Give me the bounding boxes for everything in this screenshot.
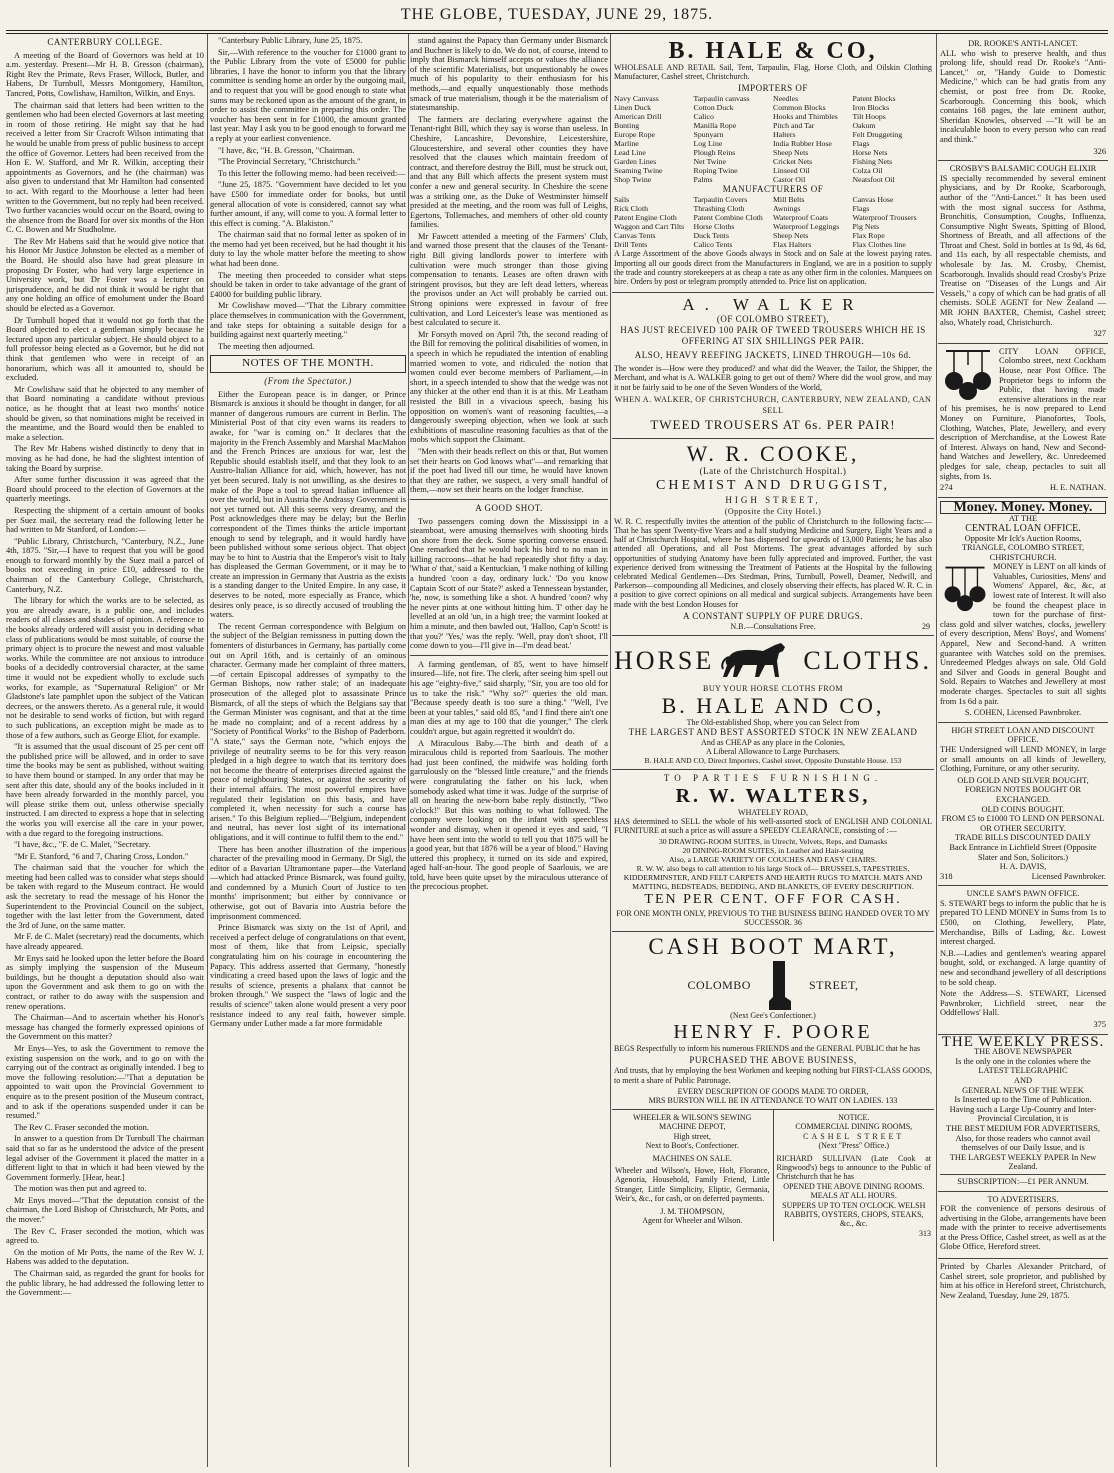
list-item: Colza Oil xyxy=(852,166,883,176)
horse-cloths-advert xyxy=(612,636,934,770)
cooke-sub: (Late of the Christchurch Hospital.) xyxy=(699,465,847,476)
walters-month-line xyxy=(614,909,932,927)
list-item: Tarpaulin Covers xyxy=(693,195,748,205)
wheeler-name: J. M. THOMPSON, xyxy=(660,1206,725,1216)
wheeler-agent: Agent for Wheeler and Wilson. xyxy=(642,1215,743,1225)
weekly-best: THE BEST MEDIUM FOR ADVERTISERS, xyxy=(945,1123,1101,1133)
paragraph: Mr Cowlishaw moved—"That the Library committee place themselves in communication with the Government, and take steps for obtaining a suitable design for a building against next quarterly meeting." xyxy=(210,301,406,340)
article-body xyxy=(6,51,204,1298)
cooke-title: W. R. COOKE, xyxy=(686,440,860,466)
paragraph: The Rev Mr Habens wished distinctly to deny that in moving as he had done, he had the slightest intention of taking the Board by surprise. xyxy=(6,444,204,473)
list-item: Net Twine xyxy=(693,157,726,167)
list-item: Patent Blocks xyxy=(852,94,896,104)
notes-heading-box xyxy=(210,355,406,373)
horse-num: 153 xyxy=(890,755,902,765)
boot-mart-advert xyxy=(612,932,934,1110)
wheeler-high: High street, xyxy=(673,1131,711,1141)
paragraph: A Miraculous Baby.—The birth and death of a miraculous child is reported from Saarlouis. The mother had just been confined, the midwife was holding forth garrulously on the "blessed little creature," and the friends were congratulating the father on his luck, when somebody asked what time it was. Judge of the surprise of all on hearing the new-born babe reply distinctly, "Two o'clock!" But this was nothing to what followed. The company were looking on the infant with speechless wonder and dismay, when it opened it eyes and said, "I have been sent into the world to tell you that 1875 will be a good year, but that 1876 will be a year of blood." Having uttered this prophecy, it turned on its side and expired, aged half-an-hour. The good people of Saarlouis, we are told, have been quite upset by the miraculous utterance of the precocious prophet. xyxy=(410,738,608,892)
boot-next: (Next Gee's Confectioner.) xyxy=(730,1011,816,1021)
horse-right: CLOTHS. xyxy=(803,645,932,675)
list-item: Roping Twine xyxy=(693,166,738,176)
list-item: Log Line xyxy=(693,139,723,149)
weekly-above: THE ABOVE NEWSPAPER xyxy=(974,1047,1072,1057)
walters-month: FOR ONE MONTH ONLY, PREVIOUS TO THE BUSINESS BEING HANDED OVER TO MY SUCCESSOR. xyxy=(616,909,930,928)
list-item: Calico Tents xyxy=(693,240,733,250)
paragraph: A meeting of the Board of Governors was held at 10 a.m. yesterday. Present—Mr H. B. Gresson (chairman), Right Rev the Primate, Revs Fraser, Willock, Butler, and Habens, Dr Turnbull, Messrs Montgomery, Hamilton, Tancred, Potts, Cowlishaw, Hamilton, Wilkin, and Enys. xyxy=(6,50,204,98)
weekly-sub: SUBSCRIPTION:—£1 PER ANNUM. xyxy=(940,1174,1106,1187)
list-item: Europe Rope xyxy=(614,130,655,140)
paragraph: Two passengers coming down the Mississippi in a steamboat, were amusing themselves with shooting birds on shore from the deck. Some sporting converse ensued. One remarked that he would back his bird to no man in killing raccoons—that he had repeatedly shot fifty a day. 'What o' that,' said a Kentuckian, 'I make nothing of killing a hundred 'coon a day, ordinary luck.' 'Do you know Captain Scott of our State?' asked a Tennessean bystander, 'he, now, is something like a shot. A hundred 'coon? why he never pints at one without hitting him. T' other day he levelled at an old 'un, in a high tree; the varmint looked at him a minute, and then bawled out, 'Halloo, Cap'n Scott! is that you?' 'Yes,' was the reply. 'Well, pray don't shoot, I'll come down to you—I'll give in—I'm dead beat.' xyxy=(410,516,608,651)
paragraph: Mr Enys said he looked upon the letter before the Board as simply implying the suspension of the Museum buildings, but he thought a deputation should also wait upon the Government and ask them to go on with the contract, or rather to do away with the suspension and renew operations. xyxy=(6,953,204,1011)
list-item: Sheep Nets xyxy=(773,148,809,158)
list-item: Felt Druggeting xyxy=(852,130,903,140)
cooke-opp: (Opposite the City Hotel.) xyxy=(724,506,822,516)
list-item: Spunyarn xyxy=(693,130,724,140)
walters-num: 36 xyxy=(793,918,802,928)
horse-cheap: And as CHEAP as any place in the Colonies, xyxy=(701,737,845,747)
hale-footer: A Large Assortment of the above Goods always in Stock and on Sale at the lowest paying rates. Importing all our goods direct from the Manufacturers in England, we are in a position to supply the trade and country storekeepers at as cheap a rate as any other firm in the colonies. Marquees on hire. Orders by post or telegram promptly attended to. Price list on application. xyxy=(614,249,932,287)
paragraph: A farming gentleman, of 85, went to have himself insured—life, not fire. The clerk, after seeing him spell out his age "eighty-five," said sharply, "Sir, you are too old for us to take the risk." "Why so?" queries the old man. "Because speedy death is too sure a thing." "Well, I've been at your tables," said old 85, "and I find there ain't one man dies at my age to 100 that die younger," The clerk couldn't argue, but again regretted it wouldn't do. xyxy=(410,659,608,736)
boot-icon xyxy=(767,959,793,1011)
poore-burston-line xyxy=(614,1096,932,1105)
high-lic: Licensed Pawnbroker. xyxy=(1031,871,1106,881)
article-heading: CANTERBURY COLLEGE. xyxy=(47,37,163,47)
notice-title: NOTICE. xyxy=(838,1112,870,1122)
masthead: THE GLOBE, TUESDAY, JUNE 29, 1875. xyxy=(400,6,714,23)
high-footer xyxy=(940,872,1106,882)
paragraph: The chairman said that no formal letter as spoken of in the memo had yet been received, but he had thought it his duty to lay the whole matter before the meeting to show what had been done. xyxy=(210,230,406,269)
weekly-only: Is the only one in the colonies where the xyxy=(955,1056,1091,1066)
horse-liberal: A Liberal Allowance to Large Purchasers. xyxy=(705,746,841,756)
list-item: Lead Line xyxy=(614,148,646,158)
walker-advert xyxy=(612,293,934,439)
list-item: Sheep Nets xyxy=(773,231,809,241)
column-1 xyxy=(6,36,204,1465)
money-name: S. COHEN, Licensed Pawnbroker. xyxy=(964,708,1082,718)
paragraph: Mr Fawcett attended a meeting of the Farmers' Club, and warned those present that the clauses of the Tenant-right Bill giving landlords power to interfere with cultivation were much stronger than those giving compensation to tenants. Leases are often drawn with stringent provisos, but they are left dead letters, whereas the provisos under an Act will probably be carried out. Strong opinions were expressed in favour of free cultivation, and Lord Leicester's lease was mentioned as best calculated to secure it. xyxy=(410,231,608,328)
article-body xyxy=(410,36,608,495)
money-opp: Opposite Mr Ick's Auction Rooms, xyxy=(964,533,1082,543)
paragraph: Mr Cowlishaw said that he objected to any member of that Board nominating a candidate without previous notice, as he thought that at least two months' notice should be given, so that nominations might be received in the meantime, and the Board would then be enabled to make a selection. xyxy=(6,384,204,442)
list-item: Halters xyxy=(773,130,796,140)
wheeler-body: Wheeler and Wilson's, Howe, Holt, Florance, Agenoria, Household, Family Friend, Little Stranger, Little Simplicity, Eliptic, Germania, Weir's, &c., for cash, or on deferred payments. xyxy=(615,1165,770,1204)
uncle-note: Note the Address—S. STEWART, Licensed Pawnbroker, Lichfield street, near the Oddfellows' Hall. xyxy=(940,989,1106,1018)
list-item: Tarpaulin canvass xyxy=(693,94,750,104)
crosby-body: IS specially recommended by several eminent physicians, and by Dr Rooke, Scarborough, author of the "Anti-Lancet." It has been used with the most signal success for Asthma, Bronchitis, Consumption, Coughs, Influenza, Consumptive Night Sweats, Spitting of Blood, Shortness of Breath, and all affections of the Throat and Chest. Sold in bottles at 1s 9d, 4s 6d, and 11s each, by all respectable chemists, and wholesale by Jas. M. Crosby, Chemist, Scarborough. Invalids should read Crosby's Prize Treatise on "Diseases of the Lungs and Air Vessels," a copy of which can be had gratis of all chemists. SOLE AGENT for New Zealand — MR JOHN BAXTER, Chemist, Cashel street; also, Whately road, Christchurch. xyxy=(940,173,1106,327)
column-5 xyxy=(938,36,1108,1465)
hale-title: B. HALE & CO, xyxy=(668,38,878,64)
list-item: Iron Blocks xyxy=(852,103,890,113)
uncle-title: UNCLE SAM'S PAWN OFFICE. xyxy=(966,889,1080,899)
walker-body: The wonder is—How were they produced? and what did the Weaver, the Tailor, the Shipper, the Merchant, and what is A. WALKER going to get out of them? Where did the wool grow, and may it not be fairly said to be one of the Seven Wonders of the World, xyxy=(614,364,932,392)
high-trade: TRADE BILLS DISCOUNTED DAILY xyxy=(954,833,1092,843)
list-item: Flags xyxy=(852,139,870,149)
list-item: Navy Canvass xyxy=(614,94,659,104)
list-item: Duck Tents xyxy=(693,231,729,241)
notice-next: (Next "Press" Office.) xyxy=(818,1141,890,1151)
paragraph: On the motion of Mr Potts, the name of the Rev W. J. Habens was added to the deputation. xyxy=(6,1247,204,1267)
advertisers-notice xyxy=(938,1192,1108,1260)
high-title: HIGH STREET LOAN AND DISCOUNT OFFICE. xyxy=(951,725,1095,745)
notes-body xyxy=(210,390,406,1029)
rooke-body: ALL who wish to preserve health, and thus prolong life, should read Dr. Rooke's "Anti-Lancet," or, "Handy Guide to Domestic Medicine," which can be had gratis from any chemist, or post free from Dr. Rooke, Scarborough. Concerning this book, which contains 168 pages, the late eminent author, Sheridan Knowles, observed —"It will be an incalculable boon to every person who can read and think." xyxy=(940,48,1106,144)
list-item: Canvas Tents xyxy=(614,231,656,241)
weekly-inserted: Is Inserted up to the Time of Publication. xyxy=(954,1095,1092,1105)
list-item: Seaming Twine xyxy=(614,166,663,176)
paragraph: "I have, &c, "H. B. Gresson, "Chairman. xyxy=(218,145,355,155)
divider xyxy=(410,655,608,656)
notes-source: (From the Spectator.) xyxy=(264,376,352,386)
masthead-rule xyxy=(6,30,1108,31)
poore-every: EVERY DESCRIPTION OF GOODS MADE TO ORDER, xyxy=(677,1086,869,1096)
cooke-num: 29 xyxy=(922,621,930,631)
poore-title: HENRY F. POORE xyxy=(673,1021,873,1044)
money-office: CENTRAL LOAN OFFICE. xyxy=(965,522,1081,534)
notice-suppers: SUPPERS UP TO TEN O'CLOCK. WELSH RABBITS, OYSTERS, CHOPS, STEAKS, &c., &c. xyxy=(782,1200,926,1229)
column-rule xyxy=(408,34,409,1467)
list-item: Pitch and Tar xyxy=(773,121,815,131)
list-item: Hooks and Thimbles xyxy=(773,112,838,122)
list-item: Linen Duck xyxy=(614,103,652,113)
poore-purchased: PURCHASED THE ABOVE BUSINESS, xyxy=(689,1055,857,1066)
list-item: Awnings xyxy=(773,204,801,214)
paragraph: In answer to a question from Dr Turnbull The chairman said that so far as he understood the advice of the present legal adviser of the Government it placed the matter in a different light to that in which it had been viewed by the Government formerly. [Hear, hear.] xyxy=(6,1134,204,1182)
cooke-street: HIGH STREET, xyxy=(725,494,821,505)
poore-body: BEGS Respectfully to inform his numerous FRIENDS and the GENERAL PUBLIC that he has xyxy=(614,1044,921,1054)
list-item: Patent Combine Cloth xyxy=(693,213,763,223)
horse-old: The Old-established Shop, where you can Select from xyxy=(686,717,860,727)
notice-advert xyxy=(774,1110,935,1241)
paragraph: "Mr E. Stanford, "6 and 7, Charing Cross, London." xyxy=(14,851,189,861)
high-foreign: FOREIGN NOTES BOUGHT OR EXCHANGED. xyxy=(965,785,1081,804)
list-item: Flax Halters xyxy=(773,240,812,250)
paragraph: "Men with their heads reflect on this or that, But women set their hearts on God knows what"—and remarking that if the poet had lived till our time, he would have known that they are rather, we suspect, a very small handful of them,—now set their hearts on the lodger franchise. xyxy=(410,446,608,495)
paragraph: Respecting the shipment of a certain amount of books per Suez mail, the secretary read the following letter he had written to Mr Stanford, of London:— xyxy=(6,505,204,535)
hale-intro: WHOLESALE AND RETAIL Sail, Tent, Tarpaulin, Flag, Horse Cloth, and Oilskin Clothing Manufacturer, Cashel street, Christchurch. xyxy=(614,63,932,82)
walters-item3: Also, a LARGE VARIETY OF COUCHES AND EASY CHAIRS. xyxy=(669,855,877,865)
list-item: Patent Engine Cloth xyxy=(614,213,677,223)
walters-street: WHATELEY ROAD, xyxy=(738,807,808,817)
column-rule xyxy=(207,34,208,1467)
list-item: American Drill xyxy=(614,112,662,122)
weekly-also: Also, for those readers who cannot avail themselves of our Daily Issue, and is xyxy=(955,1133,1091,1153)
list-item: Flax Clothes line xyxy=(852,240,906,250)
adv-body: FOR the convenience of persons desirous of advertising in the Globe, arrangements have been made with the printer to receive advertisements at the Press Office, Cashel street, as well as at the Globe Office, Hereford street. xyxy=(940,1204,1106,1252)
list-item: Needles xyxy=(773,94,799,104)
cooke-nb-line xyxy=(614,622,932,631)
weekly-and: AND xyxy=(1013,1075,1033,1085)
city-name: H. E. NATHAN. xyxy=(1049,483,1106,493)
paragraph: The recent German correspondence with Belgium on the subject of the Belgian remissness in putting down the fomenters of disturbances in Germany, has partially come out on April 16th, and is certainly of an ominous character. Germany made her complaint of three matters,—of certain Episcopal addresses of sympathy to the German Bishops, now rather stale; of an inadequate prosecution of the alleged plot to assassinate Prince Bismarck, of all the steps of which the Belgians say that the German Minister was cognisant, and that at the time he made no complaint; and of a recent address by a "Society of Pontifical Works" to the Bishop of Paderborn. "A state," says the German note, "which enjoys the privilege of neutrality seems to be for this very reason pledged in a high degree to watch that its territory does not become the theatre of enterprises directed against the peace of neighbouring States, or against the security of their internal affairs. The most powerful empires have regulated their legislation on this basis, and have completed it, when necessity for such a course has arisen." To this Belgium replied—"Belgium, independent and neutral, has never lost sight of its international obligations, and it will continue to fulfil them to the end." xyxy=(210,621,406,842)
article-body xyxy=(210,36,406,351)
list-item: Bunting xyxy=(614,121,640,131)
wheeler-machines: MACHINES ON SALE. xyxy=(652,1153,732,1163)
horse-footer-line xyxy=(614,756,932,765)
cooke-body: W. R. C. respectfully invites the attention of the public of Christchurch to the following facts:—That he has spent Twenty-five Years and a half studying Medicine and Surgery, Eight Years and a half at Christchurch Hospital, where he has dispensed for upwards of 13,000 Patients; he has also attended all Operations, and all Post Mortems. The great advantages afforded by such opportunities of studying Anatomy have been fully appreciated and improved. Further, the vast experience derived from witnessing the Treatment of Patients at the Hospital by the following celebrated Medical Gentlemen—Drs Stedman, Prins, Turnbull, Powell, Deamer, Nedwill, and Parkerson—compounding all Medicines, and closely observing their effects, has placed W. R. C. in a position to give correct opinions on all medical and surgical subjects. Arrangements have been made with the best London Houses for xyxy=(614,516,933,609)
paragraph: "I have, &c., "F. de C. Malet, "Secretary. xyxy=(14,840,151,850)
central-loan-advert xyxy=(938,498,1108,723)
paragraph: The library for which the works are to be selected, as you are already aware, is a public one, and includes readers of all classes and shades of opinion. A reference to the books already ordered will assist you in deciding what class of publications would be most suitable, of course the primary object is to procure the newest and most valuable works. While the committee are not anxious to introduce books of a decidedly controversial character, at the same time it would not be expedient wholly to exclude such works, for example, as "Supernatural Religion" or Mr Gladstone's late pamphlet upon the subject of the Vatican decrees, or the answers thereto. As a general rule, it would not be desirable to send works of fiction, but with regard to such publications, an exception might be made as to those of a few authors, such as George Eliot, for example. xyxy=(6,596,204,740)
paragraph: The chairman said that the voucher for which the meeting had been called was to consider what steps should be taken with regard to the Museum contract. He would ask the secretary to read the message of his Honor the Superintendent to the Provincial Council on the subject, together with the last letter from the Government, dated the 3rd of June, on the same matter. xyxy=(6,863,204,930)
paragraph: To this letter the following memo. had been received:— xyxy=(218,168,406,178)
paragraph: Sir,—With reference to the voucher for £1000 grant to the Public Library from the vote of £5000 for public libraries, I have the honor to inform you that the library committee is sending home an order by the outgoing mail, and to request that you will be good enough to state what sums may be reckoned upon as the amount of the grant, in order to assist the committee in preparing this order. The voucher has been sent in for £1000, the amount granted last year. May I ask you to be good enough to forward me a reply at your earliest convenience. xyxy=(210,47,406,143)
weekly-largest: THE LARGEST WEEKLY PAPER In New Zealand. xyxy=(949,1152,1097,1172)
notice-dining: COMMERCIAL DINING ROOMS, xyxy=(795,1122,913,1132)
list-item: Plough Reins xyxy=(693,148,736,158)
money-triangle: TRIANGLE, COLOMBO STREET, xyxy=(961,543,1085,553)
uncle-nb: N.B.—Ladies and gentlemen's wearing apparel bought, sold, or exchanged. A large quantity of new and secondhand jewellery of all descriptions to be sold cheap. xyxy=(940,948,1106,987)
paragraph: Dr Turnbull hoped that it would not go forth that the Board objected to elect a gentleman simply because he lectured upon any particular subject. He should object to a full professor being elected as a Governor, but he did not think that gentlemen who were in receipt of an honorarium, which was all it amounted to, should be excluded. xyxy=(6,315,204,383)
list-item: Castor Oil xyxy=(773,175,806,185)
column-rule xyxy=(610,34,611,1467)
walker-line1: HAS JUST RECEIVED 100 PAIR OF TWEED TROUSERS WHICH HE IS OFFERING AT SIX SHILLINGS PER PAIR. xyxy=(620,325,926,347)
list-item: Pig Nets xyxy=(852,222,880,232)
crosby-title: CROSBY'S BALSAMIC COUGH ELIXIR xyxy=(949,164,1097,174)
paragraph: Mr Enys—Yes, to ask the Government to remove the existing suspension on the work, and to go on with the carrying out of the contract as originally intended. I beg to move the following resolution:—"That a deputation be appointed to wait upon the Provincial Government to enquire as to the present position of the Museum contract, and to ask if the operations suspended under it can be resumed." xyxy=(6,1043,204,1121)
good-shot-heading: A GOOD SHOT. xyxy=(475,502,543,513)
list-item: Thrashing Cloth xyxy=(693,204,745,214)
advertisements xyxy=(612,36,934,1465)
paragraph: After some further discussion it was agreed that the Board should proceed to the election of Governors at the quarterly meetings. xyxy=(6,475,204,504)
city-footer xyxy=(940,483,1106,493)
list-item: Garden Lines xyxy=(614,157,657,167)
paragraph: Either the European peace is in danger, or Prince Bismarck is anxious it should be thought in danger, for all manner of dangerous rumours are current in Berlin. The Ministerial Post of that city even warns its readers to awake, for "war is coming on." It declares that the majority in the French Assembly and Marshal MacMahon and the French Princes are anxious for war, lest the Republic should establish itself, and that they look to an Austro-Italian Alliance for aid, which, however, has not yet been secured. Italy is not unwilling, as she desires to make of the Pope a tool to spread Italian influence all over the world, but in Austria the Andrassy Government is not yet turned out. All this seems very dreamy, and the Post acknowledges there may be delay; but the Berlin correspondent of the Times thinks the article important enough to send by telegraph, and it would hardly have been published without some serious object. That object may be to hint to Austria that the Emperor's visit to Italy has displeased the German Government, or it may be to create an impression in Germany that Austria as the exists is a standing danger to the United Empire. In any case, it deserves to be noted, more especially as France, which desires only peace, is so directly accused of troubling the waters. xyxy=(210,389,406,620)
paragraph: Mr F. de C. Malet (secretary) read the documents, which have already appeared. xyxy=(6,932,204,952)
weekly-title: THE WEEKLY PRESS. xyxy=(941,1033,1105,1050)
weekly-latest: LATEST TELEGRAPHIC xyxy=(978,1066,1068,1076)
list-item: Mill Belts xyxy=(773,195,805,205)
paragraph: The Rev Mr Habens said that he would give notice that his Honor Mr Justice Johnston be elected as a member of the Board. He should also have had great pleasure in proposing Dr Foster, who had very large experience in University work, but Dr Foster was a lecturer on jurisprudence, and he did not think it would be right that any one holding an office of emolument under the Board should be elected as a Governor. xyxy=(6,236,204,314)
bottom-ads-row xyxy=(612,1110,934,1241)
high-from: FROM £5 to £1000 TO LEND ON PERSONAL OR OTHER SECURITY. xyxy=(941,814,1105,833)
crosby-advert xyxy=(938,161,1108,344)
uncle-body: S. STEWART begs to inform the public that he is prepared TO LEND MONEY in Sums from 1s to £500, on Clothing, Jewellery, Plate, Merchandise, Bills of Lading, &c. Lowest interest charged. xyxy=(940,898,1106,947)
adv-title: TO ADVERTISERS. xyxy=(987,1194,1059,1204)
crosby-num: 327 xyxy=(1093,329,1106,339)
paragraph: The motion was then put and agreed to. xyxy=(14,1184,147,1194)
list-item: Palms xyxy=(693,175,713,185)
high-body: THE Undersigned will LEND MONEY, in large or small amounts on all kinds of Jewellery, Clothing, Furniture, or any other security. xyxy=(940,744,1106,774)
walters-advert xyxy=(612,770,934,932)
high-coins: OLD COINS BOUGHT. xyxy=(981,804,1065,814)
paragraph: The Chairman—And to ascertain whether his Honor's message has changed the formerly expressed opinions of the Government on this matter? xyxy=(6,1013,204,1042)
paragraph: stand against the Papacy than Germany under Bismarck and Buchner is likely to do. We do not, of course, intend to imply that Bismarck himself accepts or values the alliance of the scientific Materialists, but unquestionably he owes much of his popularity to their enthusiasm for his methods,—and equally unquestionably those methods smack of true materialism, though it be the materialism of statesmanship. xyxy=(410,36,608,113)
list-item: Manilla Rope xyxy=(693,121,737,131)
horse-name: B. HALE AND CO, xyxy=(661,692,885,718)
divider xyxy=(410,499,608,500)
list-item: Horse Nets xyxy=(852,148,888,158)
weekly-press-advert xyxy=(938,1035,1108,1192)
horse-left: HORSE xyxy=(614,645,715,675)
walters-item2: 20 DINING-ROOM SUITES, in Leather and Hair-seating xyxy=(682,846,864,856)
rooke-num: 326 xyxy=(1093,146,1106,156)
horse-icon xyxy=(719,639,799,683)
paragraph: The Rev C. Fraser seconded the motion. xyxy=(14,1122,149,1132)
boot-row xyxy=(614,959,932,1011)
horse-buy: BUY YOUR HORSE CLOTHS FROM xyxy=(703,683,843,693)
list-item: Oakum xyxy=(852,121,876,131)
list-item: Fishing Nets xyxy=(852,157,893,167)
masthead-rule-2 xyxy=(6,33,1108,34)
notice-cashel: CASHEL STREET xyxy=(803,1131,905,1141)
walters-ten: TEN PER CENT. OFF FOR CASH. xyxy=(644,892,902,908)
poore-num: 133 xyxy=(885,1095,898,1105)
imprint: Printed by Charles Alexander Pritchard, of Cashel street, sole proprietor, and published by him at his office in Hereford street, Christchurch, New Zealand, Tuesday, June 29, 1875. xyxy=(940,1262,1106,1300)
paragraph: The chairman said that letters had been written to the gentlemen who had been elected Governors at last meeting in room of those retiring. He might say that he had received a letter from Sir Cracroft Wilson intimating that he would be unable from press of public business to accept the office of Governor. Letters had been received from the Hon E. W. Stafford, and Mr R. Wilkin, accepting their appointments as Governors, and he (the chairman) was also given to understand that Mr Hamilton had consented to act. With regard to the Moorhouse a letter had been written to the Government, but no reply had been received. Two further vacancies would occur on the Board, owing to the absence from the Board for over six months of the Hon C. C. Bowen and Mr Studholme. xyxy=(6,100,204,235)
paragraph: There has been another illustration of the imperious character of the prevailing mood in Germany. Dr Sigl, the editor of a Bavarian Ultramontane paper—the Vaterland—which had attacked Prince Bismarck, was found guilty, and condemned by a Munich Court of Justice to ten months' imprisonment; but either by connivance or otherwise, got out of Bavaria into Austria before the imprisonment commenced. xyxy=(210,844,406,921)
paragraph: The farmers are declaring everywhere against the Tenant-right Bill, which they say is worse than useless. In Cheshire, Lancashire, Devonshire, Leicestershire, Gloucestershire, and several other counties they have resolved that the clauses which maintain freedom of contract, and therefore destroy the Bill, must be struck out, and that any Bill which affects the present system must confer a new and general security. In Cheshire the scene was a striking one, as the Duke of Westminster himself presided at the meeting, and the room was full of Leighs, Egertons, Tollemaches, and members of other old county families. xyxy=(410,114,608,230)
weekly-general: GENERAL NEWS OF THE WEEK xyxy=(962,1085,1084,1095)
walker-sub: (OF COLOMBO STREET), xyxy=(716,314,830,325)
money-body: MONEY is LENT on all kinds of Valuables, Curiosities, Mens' and Womens' Apparel, &c, &c, at lowest rate of Interest. It will also be found the cheapest place in town for the purchase of first-class gold and silver watches, clocks, jewellery of every description, Mens' Boys', and Womens' Apparel, New and Second-hand. A written guarantee with Watches sold on the premises. Unredeemed Pledges always on sale. Old Gold and Silver and Goods in general Bought and Sold. Repairs to Watches and Jewellery at most moderate charges. Spectacles to suit all sights from 1s 6d a pair. xyxy=(940,562,1106,706)
list-item: Canvas Hose xyxy=(852,195,894,205)
list-item: Horse Cloths xyxy=(693,222,735,232)
rooke-title: DR. ROOKE'S ANTI-LANCET. xyxy=(968,39,1078,48)
hale-advert xyxy=(612,36,934,293)
misc-body xyxy=(410,660,608,892)
horse-footer: B. HALE AND CO, Direct Importers, Cashel street, Opposite Dunstable House. xyxy=(644,755,889,765)
boot-street: STREET, xyxy=(808,977,859,992)
walters-body: HAS determined to SELL the whole of his well-assorted stock of ENGLISH AND COLONIAL FURNITURE at such a price as will assure a SPEEDY CLEARANCE, consisting of :— xyxy=(614,816,932,836)
high-back: Back Entrance in Lichfield Street (Opposite Slater and Son, Solicitors.) xyxy=(949,842,1097,862)
horse-largest: THE LARGEST AND BEST ASSORTED STOCK IN NEW ZEALAND xyxy=(628,726,918,737)
notice-num: 313 xyxy=(919,1228,931,1238)
wheeler-title: WHEELER & WILSON'S SEWING MACHINE DEPOT, xyxy=(633,1112,752,1132)
walters-item1: 30 DRAWING-ROOM SUITES, in Utrecht, Velvets, Reps, and Damasks xyxy=(658,837,888,847)
walters-title: R. W. WALTERS, xyxy=(675,784,871,807)
paragraph: Mr Enys moved—"That the deputation consist of the chairman, the Lord Bishop of Christchurch, Mr Potts, and the mover." xyxy=(6,1195,204,1225)
cooke-nb: N.B.—Consultations Free. xyxy=(730,621,816,631)
list-item: Linseed Oil xyxy=(773,166,810,176)
paragraph: "Canterbury Public Library, June 25, 1875. xyxy=(218,36,363,45)
notice-meals: MEALS AT ALL HOURS. xyxy=(810,1191,897,1201)
list-item: Cotton Duck xyxy=(693,103,734,113)
high-num: 318 xyxy=(940,871,953,881)
high-name: H. A. DAVIS, xyxy=(999,862,1047,872)
list-item: Drill Tents xyxy=(614,240,648,250)
walters-body2: R. W. W. also begs to call attention to his large Stock of— BRUSSELS, TAPESTRIES, KIDDERMINSTER, AND FELT CARPETS AND HEARTH RUGS TO MATCH. MATS AND MATTING, BEDSTEADS, BEDDING, AND BLANKETS, OF EVERY DESCRIPTION. xyxy=(623,864,923,892)
hale-manufacture-list xyxy=(614,195,932,249)
city-loan-advert xyxy=(938,344,1108,498)
list-item: Shop Twine xyxy=(614,175,652,185)
column-3 xyxy=(410,36,608,1465)
walker-line4: TWEED TROUSERS AT 6s. PER PAIR! xyxy=(650,416,896,432)
list-item: Neatsfoot Oil xyxy=(852,175,895,185)
imprint-box xyxy=(938,1259,1108,1306)
boot-colombo: COLOMBO xyxy=(687,977,751,992)
hale-import-list xyxy=(614,94,932,184)
hale-importers: IMPORTERS OF xyxy=(738,83,808,94)
paragraph: "June 25, 1875. "Government have decided to let you have £500 for immediate order for books, but until general allocation of vote is considered, cannot say what further amount, if any, will come to you. A formal letter to this effect is coming. "A. Blakiston." xyxy=(210,180,406,228)
paragraph: "The Provincial Secretary, "Christchurch." xyxy=(218,157,361,167)
list-item: Waterproof Coats xyxy=(773,213,829,223)
list-item: Calico xyxy=(693,112,714,122)
paragraph: "It is assumed that the usual discount of 25 per cent off the published price will be allowed, and in order to save time the books may be sent as published, without waiting to have them bound or stamped. In any order that may be sent after this date, should any of the books included in it have been already forwarded in the monthly parcel, you will please strike them out, unless otherwise specially instructed. I am directed to express a hope that in selecting the works you will exercise all the care in your power, with a due regard to the foregoing instructions. xyxy=(6,742,204,838)
list-item: Waterproof Trousers xyxy=(852,213,917,223)
uncle-num: 375 xyxy=(1093,1020,1106,1029)
boot-title: CASH BOOT MART, xyxy=(648,934,898,960)
rooke-advert xyxy=(938,36,1108,161)
pawn-balls-icon xyxy=(940,564,990,612)
paragraph: The meeting then adjourned. xyxy=(218,341,315,351)
notice-body: RICHARD SULLIVAN (Late Cook at Ringwood's) begs to announce to the Public of Christchurch that he has xyxy=(776,1153,931,1182)
list-item: Sails xyxy=(614,195,630,205)
cooke-advert xyxy=(612,439,934,636)
list-item: Flax Rope xyxy=(852,231,885,241)
list-item: Waterproof Leggings xyxy=(773,222,840,232)
poore-burston: MRS BURSTON WILL BE IN ATTENDANCE TO WAIT ON LADIES. xyxy=(648,1095,884,1105)
cooke-title2: CHEMIST AND DRUGGIST, xyxy=(656,477,890,493)
paragraph: The meeting then proceeded to consider what steps should be taken in order to take advantage of the grant of £4000 for building public library. xyxy=(210,270,406,299)
wheeler-advert xyxy=(612,1110,774,1241)
money-city: CHRISTCHURCH. xyxy=(989,552,1057,562)
list-item: Waggon and Cart Tilts xyxy=(614,222,685,232)
list-item: Tilt Hoops xyxy=(852,112,886,122)
list-item: Marline xyxy=(614,139,639,149)
walker-title: A. WALKER xyxy=(682,295,864,315)
money-title: Money. Money. Money. xyxy=(940,501,1106,515)
notes-heading: NOTES OF THE MONTH. xyxy=(242,357,374,370)
high-street-advert xyxy=(938,723,1108,887)
pawn-balls-icon xyxy=(940,347,996,401)
good-shot-body xyxy=(410,517,608,651)
wheeler-next: Next to Boot's, Confectioner. xyxy=(645,1141,739,1151)
cooke-supply: A CONSTANT SUPPLY OF PURE DRUGS. xyxy=(683,610,863,621)
city-body: CITY LOAN OFFICE, Colombo street, next Cockham House, near Post Office. The Proprietor begs to inform the Public, that having made extensive alterations in the rear of his premises, he is now prepared to Lend Money on Furniture, Pianofortes, Tools, Clothing, Watches, Plate, Jewellery, and every description of Merchandise, at the Lowest Rate of Interest. Always on hand, New and Second-hand Watches and Jewellery, &c. Unredeemed pledges for sale, cheap, pectacles to suit all sights, from 1s. xyxy=(940,346,1106,481)
walker-line2: ALSO, HEAVY REEFING JACKETS, LINED THROUGH—10s 6d. xyxy=(634,350,912,361)
list-item: Flags xyxy=(852,204,870,214)
poore-trusts: And trusts, that by employing the best Workmen and keeping nothing but FIRST-CLASS GOODS, to merit a share of Public Patronage. xyxy=(614,1066,932,1085)
list-item: India Rubber Hose xyxy=(773,139,832,149)
high-gold: OLD GOLD AND SILVER BOUGHT, xyxy=(957,775,1089,785)
paragraph: Prince Bismarck was sixty on the 1st of April, and received a perfect deluge of congratulations on that event, most of them, like that from Leipsic, specially congratulating him on his courage in encountering the Papacy. This address asserted that Germany, "honestly vindicating a creed based upon the laws of logic and the results of science, presents a phalanx that cannot be broken through." We suspect the "laws of logic and the results of science" taken alone would present a very poor resistance indeed to any real faith, however simple. Germany under Luther made a far more formidable xyxy=(210,923,406,1029)
paragraph: The Rev C. Fraser seconded the motion, which was agreed to. xyxy=(6,1226,204,1246)
notice-opened: OPENED THE ABOVE DINING ROOMS. xyxy=(783,1181,925,1191)
column-2 xyxy=(210,36,406,1465)
paragraph: "Public Library, Christchurch, "Canterbury, N.Z., June 4th, 1875. "Sir,—I have to request that you will be good enough to forward monthly by the Suez mail a parcel of books not exceeding in price £10, addressed to the chairman of the Canterbury College, Christchurch, Canterbury, N.Z. xyxy=(6,536,204,594)
column-rule xyxy=(936,34,937,1467)
uncle-sam-advert xyxy=(938,886,1108,1034)
hale-manufacturers: MANUFACTURERS OF xyxy=(722,184,824,195)
horse-header xyxy=(614,639,932,683)
money-at: AT THE xyxy=(1008,514,1038,524)
paragraph: The Chairman said, as regarded the grant for books for the public library, he had addressed the following letter to the Government:— xyxy=(6,1269,204,1298)
walker-line3: WHEN A. WALKER, OF CHRISTCHURCH, CANTERBURY, NEW ZEALAND, CAN SELL xyxy=(614,394,932,415)
weekly-having: Having such a Large Up-Country and Inter-Provincial Circulation, it is xyxy=(949,1104,1097,1124)
list-item: Rick Cloth xyxy=(614,204,649,214)
paragraph: Mr Forsyth moved on April 7th, the second reading of the Bill for removing the political disabilities of women, in a speech in which he repudiated the intention of enabling married women to vote, and ridiculed the notion that women could ever become members of Parliament,—in short, in a speech intended to show that the wedge was not any thicker at the other end than it is at this. Mr Leatham resisted the Bill in a vivacious speech, basing his opposition on women's want of reasoning faculties,—a dangerously sweeping objection, when we look at such exhibitions of masculine reasoning faculties as that of the mobs which support the Claimant. xyxy=(410,329,608,445)
walters-parties: TO PARTIES FURNISHING. xyxy=(663,772,883,783)
list-item: Common Blocks xyxy=(773,103,826,113)
city-num: 274 xyxy=(940,483,953,493)
list-item: Cricket Nets xyxy=(773,157,813,167)
